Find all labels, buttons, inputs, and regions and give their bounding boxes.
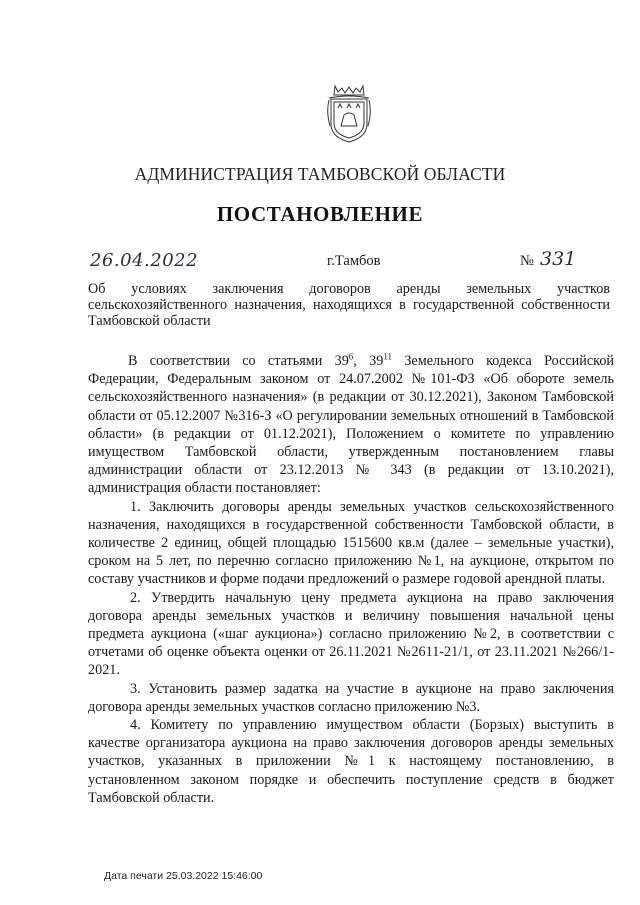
- document-heading: Об условиях заключения договоров аренды земельных участков сельскохозяйственного назначения, находящихся в государственной собственности Тамбовской области: [88, 281, 610, 329]
- document-type: ПОСТАНОВЛЕНИЕ: [216, 202, 424, 226]
- print-date: Дата печати 25.03.2022 15:46:00: [104, 870, 263, 882]
- document-date: 26.04.2022: [90, 250, 199, 271]
- document-number: 331: [540, 248, 577, 270]
- intro-paragraph: В соответствии со статьями $39^6$, $39^{11}$ Земельного кодекса Российской Федерации, Федеральным законом от 24.07.2002 №101-ФЗ «Об обороте земель сельскохозяйственного назначения» (в редакции от 30.12.2021), Законом Тамбовской области от 05.12.2007 №316-З «О регулировании земельных отношений в Тамбовской области» (в редакции от 01.12.2021), Положением о комитете по управлению имуществом Тамбовской области, утвержденным постановлением главы администрации области от 23.12.2013 № 343 (в редакции от 13.10.2021), администрация области постановляет:: [88, 351, 615, 497]
- item-2: 2. Утвердить начальную цену предмета аукциона на право заключения договора аренды земельных участков и величину повышения начальной цены предмета аукциона («шаг аукциона») согласно приложению №2, в соответствии с отчетами об оценке объекта оценки от 26.11.2021 №2611-21/1, от 23.11.2021 №266/1-2021.: [88, 589, 614, 679]
- organization-title: АДМИНИСТРАЦИЯ ТАМБОВСКОЙ ОБЛАСТИ: [134, 164, 506, 184]
- item-1: 1. Заключить договоры аренды земельных участков сельскохозяйственного назначения, находящихся в государственной собственности Тамбовской области, в количестве 2 единиц, общей площадью 1515600 кв.м (далее – земельные участки), сроком на 5 лет, по перечню согласно приложению №1, на аукционе, открытом по составу участников и форме подачи предложений о размере годовой арендной платы.: [88, 498, 614, 588]
- coat-of-arms-icon: [326, 82, 372, 144]
- item-4: 4. Комитету по управлению имуществом области (Борзых) выступить в качестве организатора аукциона на право заключения договоров аренды земельных участков, указанных в приложении №1 к настоящему постановлению, в установленном законом порядке и обеспечить поступление средств в бюджет Тамбовской области.: [88, 717, 614, 806]
- document-city: г.Тамбов: [327, 253, 381, 269]
- item-3: 3. Установить размер задатка на участие в аукционе на право заключения договора аренды земельных участков согласно приложению №3.: [88, 680, 614, 715]
- document-body: [88, 352, 614, 807]
- number-sign: №: [520, 253, 534, 269]
